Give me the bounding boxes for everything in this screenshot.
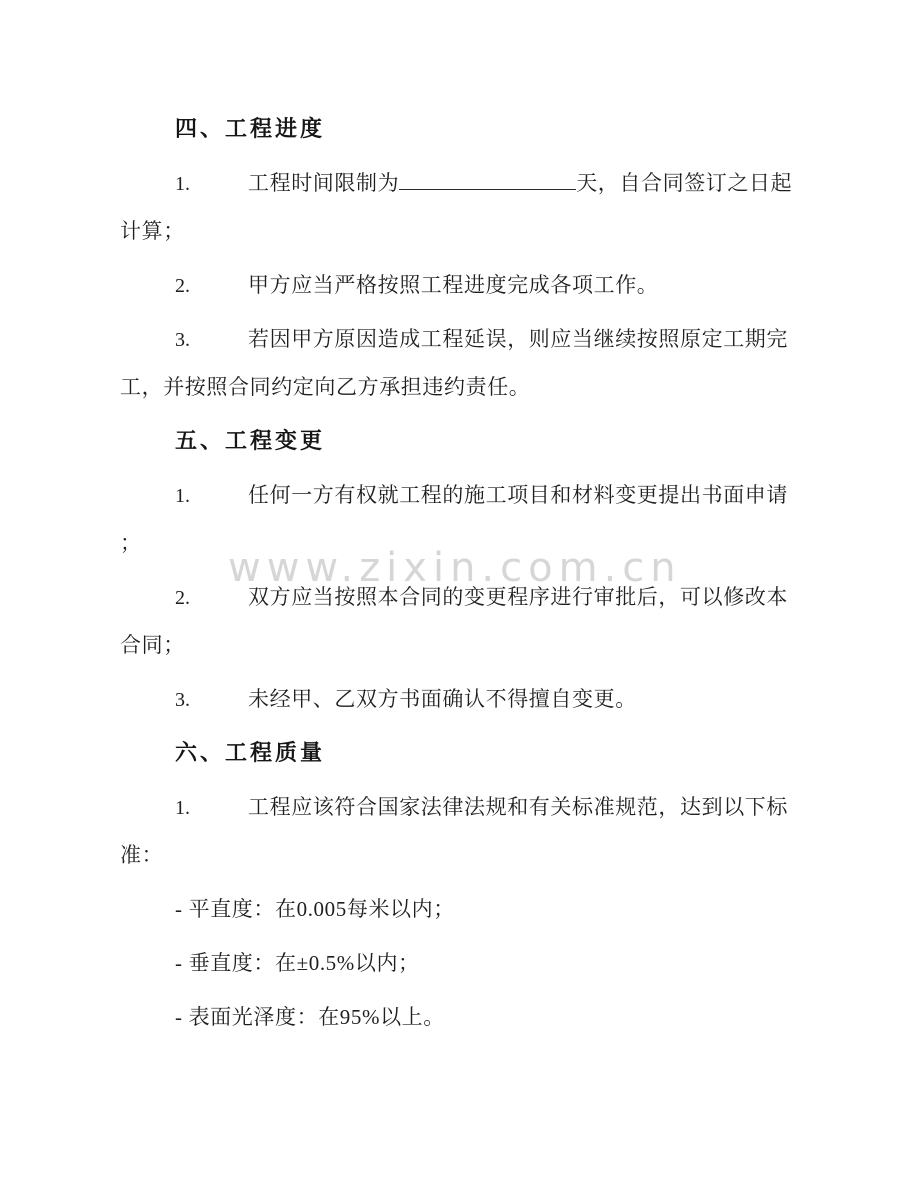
contract-clause [120, 675, 820, 723]
dash-bullet: - [175, 897, 183, 921]
clause-number: 3. [175, 329, 190, 351]
dash-bullet: - [175, 951, 183, 975]
clause-line [120, 573, 820, 621]
clause-text: 未经甲、乙双方书面确认不得擅自变更。 [248, 687, 637, 711]
clause-line [120, 471, 820, 519]
clause-line [120, 621, 820, 669]
clause-line [120, 831, 820, 879]
clause-text: 计算； [120, 219, 185, 243]
clause-text: 平直度：在0.005每米以内； [188, 897, 455, 921]
contract-clause [120, 783, 820, 879]
clause-line [120, 159, 820, 207]
contract-clause [120, 885, 820, 933]
clause-line [120, 885, 820, 933]
clause-text: 双方应当按照本合同的变更程序进行审批后，可以修改本 [248, 585, 788, 609]
clause-text: ； [120, 531, 142, 555]
section-heading: 四、工程进度 [175, 116, 326, 141]
clause-line [120, 993, 820, 1041]
clause-text: 合同； [120, 633, 185, 657]
fill-in-blank-line [399, 169, 576, 190]
clause-text: 任何一方有权就工程的施工项目和材料变更提出书面申请 [248, 483, 788, 507]
document-content [120, 105, 820, 1047]
clause-line [120, 783, 820, 831]
contract-clause [120, 573, 820, 669]
clause-line [120, 363, 820, 411]
clause-text: 工程时间限制为 [248, 171, 400, 195]
contract-clause [120, 939, 820, 987]
clause-text: 天，自合同签订之日起 [576, 171, 793, 195]
clause-text: 准： [120, 843, 164, 867]
clause-text: 表面光泽度：在95%以上。 [188, 1005, 445, 1029]
clause-text: 垂直度：在±0.5%以内； [188, 951, 420, 975]
contract-clause [120, 993, 820, 1041]
clause-number: 1. [175, 797, 190, 819]
clause-line [120, 261, 820, 309]
contract-clause [120, 315, 820, 411]
clause-number: 1. [175, 485, 190, 507]
clause-text: 工，并按照合同约定向乙方承担违约责任。 [120, 375, 531, 399]
contract-clause [120, 471, 820, 567]
clause-line [120, 315, 820, 363]
clause-line [120, 519, 820, 567]
clause-number: 2. [175, 587, 190, 609]
clause-number: 3. [175, 689, 190, 711]
contract-clause [120, 261, 820, 309]
dash-bullet: - [175, 1005, 183, 1029]
clause-number: 1. [175, 173, 190, 195]
clause-line [120, 939, 820, 987]
clause-text: 若因甲方原因造成工程延误，则应当继续按照原定工期完 [248, 327, 788, 351]
section-heading: 五、工程变更 [175, 428, 326, 453]
contract-clause [120, 159, 820, 255]
watermark: www.zixin.com.cn [228, 545, 682, 591]
section-heading: 六、工程质量 [175, 740, 326, 765]
clause-line [120, 675, 820, 723]
clause-text: 甲方应当严格按照工程进度完成各项工作。 [248, 273, 659, 297]
clause-text: 工程应该符合国家法律法规和有关标准规范，达到以下标 [248, 795, 788, 819]
clause-line [120, 207, 820, 255]
clause-number: 2. [175, 275, 190, 297]
